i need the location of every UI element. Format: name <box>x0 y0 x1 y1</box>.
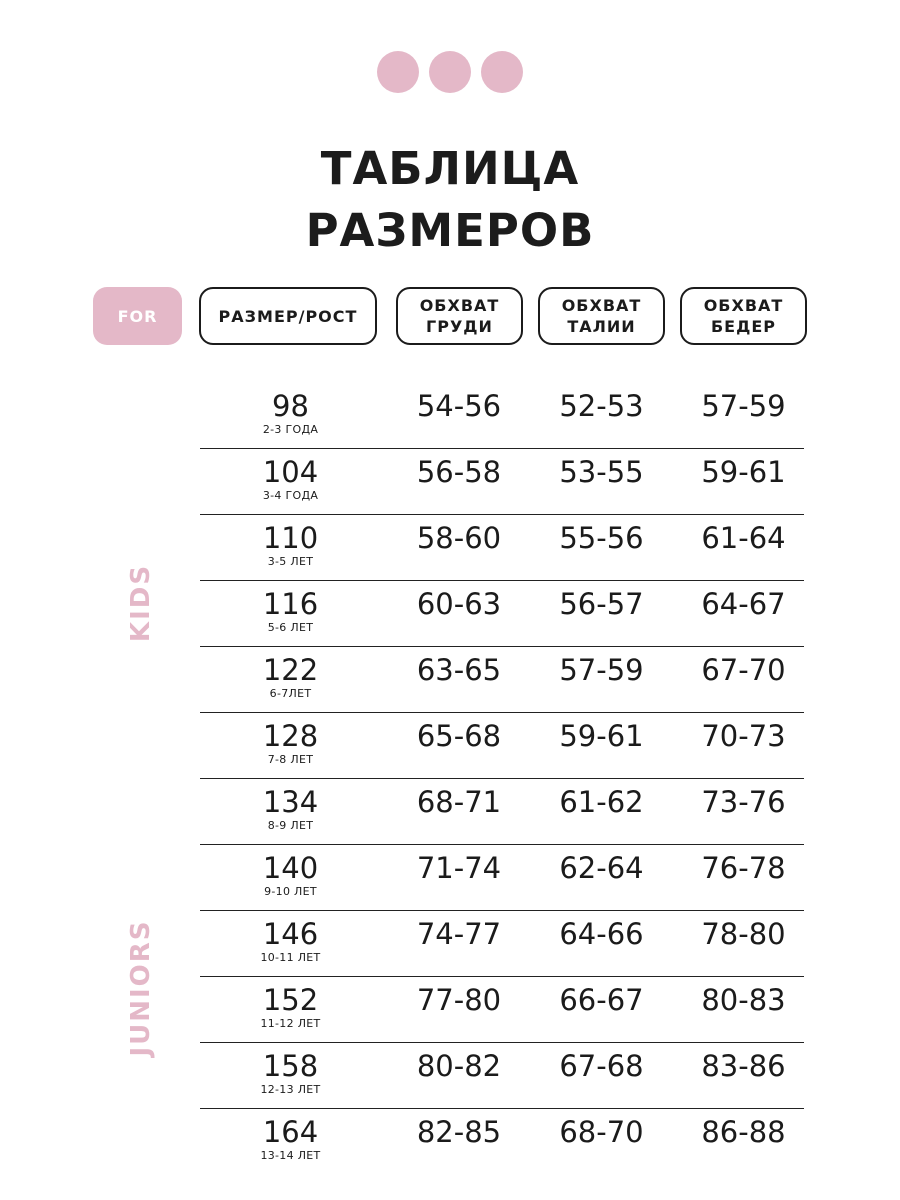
size-cell <box>218 1115 363 1163</box>
waist-value: 62-64 <box>559 851 644 885</box>
table-row <box>200 977 804 1043</box>
age-value: 13-14 ЛЕТ <box>260 1149 321 1162</box>
hips-value: 70-73 <box>701 719 786 753</box>
header-waist <box>538 287 665 345</box>
header-hips-line-1: ОБХВАТ <box>703 296 784 315</box>
title-line-1: ТАБЛИЦА <box>320 142 580 195</box>
hips-value: 57-59 <box>701 389 786 423</box>
age-value: 6-7ЛЕТ <box>269 687 312 700</box>
size-table <box>200 383 804 1175</box>
hips-value: 83-86 <box>701 1049 786 1083</box>
table-row <box>200 449 804 515</box>
size-cell <box>218 455 363 503</box>
size-value: 140 <box>262 851 319 885</box>
dot-1 <box>377 51 419 93</box>
size-value: 122 <box>262 653 319 687</box>
decorative-dots <box>377 51 523 93</box>
age-value: 9-10 ЛЕТ <box>264 885 317 898</box>
header-hips <box>680 287 807 345</box>
size-value: 164 <box>262 1115 319 1149</box>
hips-value: 80-83 <box>701 983 786 1017</box>
chest-value: 82-85 <box>416 1115 502 1149</box>
age-value: 2-3 ГОДА <box>262 423 319 436</box>
page-title <box>0 138 900 262</box>
header-for: FOR <box>93 287 182 345</box>
waist-value: 56-57 <box>559 587 644 621</box>
age-value: 10-11 ЛЕТ <box>260 951 321 964</box>
chest-value: 65-68 <box>416 719 502 753</box>
group-label-kids: KIDS <box>126 563 156 643</box>
size-value: 152 <box>262 983 319 1017</box>
chest-value: 68-71 <box>416 785 502 819</box>
table-row <box>200 845 804 911</box>
chest-value: 54-56 <box>416 389 502 423</box>
size-cell <box>218 587 363 635</box>
chest-value: 60-63 <box>416 587 502 621</box>
hips-value: 64-67 <box>701 587 786 621</box>
size-cell <box>218 917 363 965</box>
size-cell <box>218 1049 363 1097</box>
size-value: 110 <box>262 521 319 555</box>
hips-value: 86-88 <box>701 1115 786 1149</box>
header-size-height: РАЗМЕР/РОСТ <box>199 287 377 345</box>
size-value: 158 <box>262 1049 319 1083</box>
header-chest-line-1: ОБХВАТ <box>419 296 500 315</box>
chest-value: 71-74 <box>416 851 502 885</box>
table-row <box>200 779 804 845</box>
age-value: 8-9 ЛЕТ <box>267 819 314 832</box>
size-value: 104 <box>262 455 319 489</box>
age-value: 11-12 ЛЕТ <box>260 1017 321 1030</box>
waist-value: 61-62 <box>559 785 644 819</box>
hips-value: 61-64 <box>701 521 786 555</box>
header-hips-line-2: БЕДЕР <box>710 317 777 336</box>
dot-3 <box>481 51 523 93</box>
size-cell <box>218 653 363 701</box>
group-label-juniors: JUNIORS <box>126 919 156 1057</box>
chest-value: 74-77 <box>416 917 502 951</box>
title-line-2: РАЗМЕРОВ <box>305 204 595 257</box>
hips-value: 67-70 <box>701 653 786 687</box>
chest-value: 56-58 <box>416 455 502 489</box>
size-value: 134 <box>262 785 319 819</box>
hips-value: 76-78 <box>701 851 786 885</box>
table-row <box>200 1109 804 1175</box>
waist-value: 64-66 <box>559 917 644 951</box>
age-value: 12-13 ЛЕТ <box>260 1083 321 1096</box>
header-chest-line-2: ГРУДИ <box>426 317 493 336</box>
chest-value: 77-80 <box>416 983 502 1017</box>
size-cell <box>218 785 363 833</box>
dot-2 <box>429 51 471 93</box>
waist-value: 66-67 <box>559 983 644 1017</box>
header-waist-line-1: ОБХВАТ <box>561 296 642 315</box>
age-value: 3-5 ЛЕТ <box>267 555 314 568</box>
hips-value: 78-80 <box>701 917 786 951</box>
size-cell <box>218 389 363 437</box>
size-value: 116 <box>262 587 319 621</box>
age-value: 3-4 ГОДА <box>262 489 319 502</box>
waist-value: 52-53 <box>559 389 644 423</box>
age-value: 7-8 ЛЕТ <box>267 753 314 766</box>
waist-value: 59-61 <box>559 719 644 753</box>
chest-value: 58-60 <box>416 521 502 555</box>
table-row <box>200 515 804 581</box>
chest-value: 80-82 <box>416 1049 502 1083</box>
size-value: 128 <box>262 719 319 753</box>
size-cell <box>218 851 363 899</box>
table-row <box>200 1043 804 1109</box>
waist-value: 55-56 <box>559 521 644 555</box>
table-row <box>200 713 804 779</box>
waist-value: 67-68 <box>559 1049 644 1083</box>
size-cell <box>218 719 363 767</box>
age-value: 5-6 ЛЕТ <box>267 621 314 634</box>
size-cell <box>218 521 363 569</box>
size-value: 146 <box>262 917 319 951</box>
table-row <box>200 383 804 449</box>
waist-value: 68-70 <box>559 1115 644 1149</box>
waist-value: 53-55 <box>559 455 644 489</box>
chest-value: 63-65 <box>416 653 502 687</box>
size-cell <box>218 983 363 1031</box>
hips-value: 59-61 <box>701 455 786 489</box>
header-waist-line-2: ТАЛИИ <box>567 317 636 336</box>
header-chest <box>396 287 523 345</box>
table-row <box>200 581 804 647</box>
size-value: 98 <box>272 389 309 423</box>
hips-value: 73-76 <box>701 785 786 819</box>
table-row <box>200 911 804 977</box>
waist-value: 57-59 <box>559 653 644 687</box>
table-row <box>200 647 804 713</box>
